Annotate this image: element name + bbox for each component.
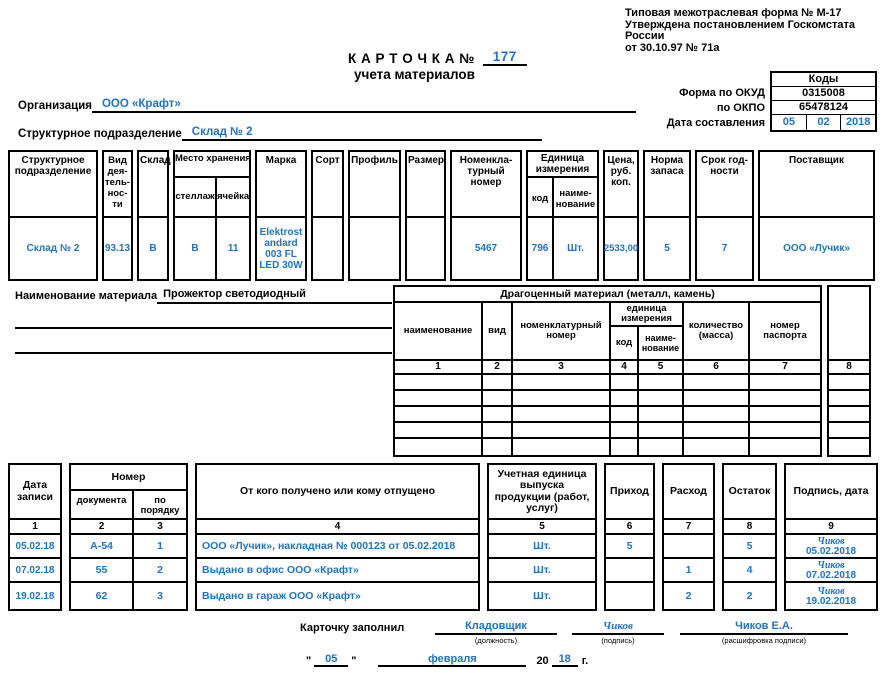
- column-number: 2: [483, 361, 513, 375]
- position-field[interactable]: Кладовщик: [435, 620, 557, 635]
- col-header: Марка: [257, 152, 305, 218]
- date-year-field[interactable]: 2018: [845, 116, 871, 128]
- organization-label: Организация: [18, 100, 92, 112]
- day-field[interactable]: 05: [314, 653, 348, 667]
- col-header: Место хранения: [175, 152, 249, 178]
- empty-cell: [483, 439, 513, 455]
- cell-date[interactable]: 07.02.18: [10, 559, 60, 583]
- cell-unit[interactable]: Шт.: [489, 535, 595, 559]
- cell-unit-code[interactable]: 796: [528, 218, 554, 279]
- cell-from[interactable]: Выдано в гараж ООО «Крафт»: [202, 590, 361, 602]
- year-prefix: 20: [536, 655, 549, 667]
- note-line: Утверждена постановлением Госкомстата: [625, 18, 856, 31]
- cell-balance[interactable]: 4: [724, 559, 775, 583]
- ledger-table: [8, 463, 878, 611]
- note-line: Типовая межотраслевая форма № М-17: [625, 7, 842, 19]
- material-name-field[interactable]: Прожектор светодиодный: [157, 288, 392, 304]
- cell-expense[interactable]: [664, 535, 713, 559]
- cell-brand[interactable]: Elektrostandard 003 FL LED 30W: [259, 226, 303, 271]
- okpo-value: 65478124: [772, 101, 875, 115]
- col-nomenclature: [450, 150, 522, 281]
- empty-cell: [639, 375, 684, 391]
- col-grade: [311, 150, 344, 281]
- signature-field[interactable]: Чиков: [572, 620, 664, 635]
- empty-cell: [829, 407, 869, 423]
- subdivision-field[interactable]: Склад № 2: [182, 126, 542, 141]
- col-header: Норма запаса: [645, 152, 689, 218]
- col-header-passport: номер паспорта: [750, 303, 820, 361]
- cell-ord-number[interactable]: 3: [157, 590, 163, 602]
- col-header-nomenclature: номенклатурный номер: [513, 303, 611, 361]
- signature-date: 19.02.2018: [805, 595, 857, 607]
- signature-name: Чиков: [817, 585, 845, 597]
- empty-cell: [750, 423, 820, 439]
- col-header: Номенкла- турный номер: [452, 152, 520, 218]
- col-header: Вид дея- тель- нос- ти: [104, 152, 131, 218]
- column-number: 8: [829, 361, 869, 375]
- column-number: 4: [611, 361, 639, 375]
- cell-size[interactable]: [407, 218, 444, 279]
- material-label: Наименование материала: [15, 290, 158, 302]
- material-blank-line[interactable]: [15, 304, 392, 329]
- cell-balance[interactable]: 2: [746, 590, 753, 602]
- cell-signature[interactable]: [786, 535, 876, 559]
- col-header-quantity: количество (масса): [684, 303, 750, 361]
- col-header: Подпись, дата: [786, 465, 876, 520]
- empty-cell: [639, 423, 684, 439]
- empty-cell: [639, 407, 684, 423]
- column-number: 3: [134, 520, 186, 535]
- column-number: 1: [10, 520, 60, 535]
- empty-cell: [611, 407, 639, 423]
- col-header: Цена, руб. коп.: [605, 152, 637, 218]
- col-unit: [526, 150, 599, 281]
- note-line: от 30.10.97 № 71а: [625, 41, 720, 54]
- cell-supplier[interactable]: ООО «Лучик»: [783, 243, 850, 254]
- cell-stock-norm[interactable]: 5: [664, 243, 670, 254]
- year-suffix: г.: [581, 655, 589, 667]
- empty-cell: [483, 423, 513, 439]
- cell-unit[interactable]: Шт.: [533, 590, 551, 602]
- date-month-field[interactable]: 02: [807, 115, 842, 130]
- col-header: Структурное подразделение: [10, 152, 96, 218]
- col-header: Склад: [139, 152, 167, 218]
- empty-cell: [750, 439, 820, 455]
- title-subtitle: учета материалов: [354, 67, 475, 82]
- col-subheader-code: код: [611, 327, 639, 361]
- col-expense: [662, 463, 715, 611]
- okud-label: Форма по ОКУД: [679, 87, 765, 99]
- empty-cell: [513, 407, 611, 423]
- col-header: Расход: [664, 465, 713, 520]
- empty-cell: [513, 375, 611, 391]
- col-subheader-rack: стеллаж: [175, 178, 217, 218]
- col-supplier: [758, 150, 875, 281]
- cell-expense[interactable]: 1: [664, 559, 713, 583]
- cell-balance[interactable]: 5: [724, 535, 775, 559]
- cell-rack[interactable]: В: [175, 218, 217, 279]
- column-number: 5: [489, 520, 595, 535]
- empty-cell: [639, 439, 684, 455]
- col-price: [603, 150, 639, 281]
- card-number-field[interactable]: 177: [483, 49, 527, 66]
- col-activity: [102, 150, 133, 281]
- cell-unit-name[interactable]: Шт.: [567, 243, 584, 254]
- col-storage: [173, 150, 251, 281]
- col-subdivision: [8, 150, 98, 281]
- signature-date: 05.02.2018: [805, 545, 857, 557]
- cell-activity[interactable]: 93.13: [104, 243, 131, 254]
- close-quote: ": [351, 655, 357, 667]
- cell-income[interactable]: [606, 559, 653, 583]
- cell-expense[interactable]: 2: [685, 590, 692, 602]
- material-block: [15, 288, 392, 354]
- empty-cell: [611, 375, 639, 391]
- okud-value: 0315008: [772, 87, 875, 101]
- name-field[interactable]: Чиков Е.А.: [680, 620, 848, 635]
- empty-cell: [750, 391, 820, 407]
- col-header: Срок год- ности: [697, 152, 752, 218]
- col-header: Сорт: [313, 152, 342, 218]
- position-caption: (должность): [474, 636, 518, 645]
- signature-name: Чиков: [817, 559, 845, 571]
- empty-cell: [483, 407, 513, 423]
- empty-cell: [750, 375, 820, 391]
- document-title: [348, 49, 527, 82]
- empty-cell: [395, 375, 483, 391]
- cell-grade[interactable]: [313, 218, 342, 279]
- col-header-kind: вид: [483, 303, 513, 361]
- cell-ord-number[interactable]: 1: [134, 535, 186, 559]
- col-subheader-name: наиме- нование: [639, 327, 684, 361]
- cell-price[interactable]: 2533,00: [603, 243, 639, 254]
- organization-line: [18, 98, 636, 113]
- fill-date-line: [306, 653, 588, 667]
- column-number: 8: [724, 520, 775, 535]
- signature-field-block: [572, 620, 664, 645]
- col-header: Учетная единица выпуска продукции (работ, услуг): [489, 465, 595, 520]
- empty-cell: [513, 391, 611, 407]
- empty-cell: [829, 375, 869, 391]
- empty-cell: [395, 423, 483, 439]
- empty-cell: [395, 407, 483, 423]
- column-number: 2: [71, 520, 134, 535]
- col-header: Номер: [71, 465, 186, 491]
- empty-cell: [829, 287, 869, 361]
- empty-cell: [513, 439, 611, 455]
- position-field-block: [435, 620, 557, 645]
- cell-from[interactable]: ООО «Лучик», накладная № 000123 от 05.02.2018: [197, 535, 478, 559]
- col-shelf-life: [695, 150, 754, 281]
- empty-cell: [395, 439, 483, 455]
- cell-income[interactable]: 5: [606, 535, 653, 559]
- year-field[interactable]: 18: [552, 653, 578, 667]
- cell-subdivision[interactable]: Склад № 2: [26, 243, 80, 254]
- col-header: Единица измерения: [528, 152, 597, 178]
- cell-shelf-life[interactable]: 7: [721, 243, 728, 254]
- codes-table: [770, 71, 877, 132]
- col-subheader-doc: документа: [71, 491, 134, 520]
- column-number: 7: [750, 361, 820, 375]
- empty-cell: [611, 439, 639, 455]
- col-header: Дата записи: [10, 465, 60, 520]
- col-warehouse: [137, 150, 169, 281]
- precious-table: [393, 285, 871, 457]
- col-header-name: наименование: [395, 303, 483, 361]
- precious-title: Драгоценный материал (металл, камень): [395, 287, 820, 303]
- material-blank-line[interactable]: [15, 329, 392, 354]
- column-number: 6: [606, 520, 653, 535]
- col-header: Поставщик: [760, 152, 873, 218]
- column-number: 3: [513, 361, 611, 375]
- empty-cell: [395, 391, 483, 407]
- col-header-unit: единица измерения: [611, 303, 684, 327]
- col-income: [604, 463, 655, 611]
- col-brand: [255, 150, 307, 281]
- empty-cell: [829, 423, 869, 439]
- okpo-label: по ОКПО: [716, 102, 765, 114]
- col-header: Профиль: [350, 152, 399, 218]
- codes-title: Коды: [772, 73, 875, 87]
- col-subheader-code: код: [528, 178, 554, 218]
- empty-cell: [829, 439, 869, 455]
- empty-cell: [750, 407, 820, 423]
- col-number: [69, 463, 188, 611]
- cell-signature[interactable]: [786, 583, 876, 609]
- date-label: Дата составления: [666, 117, 765, 129]
- name-caption: (расшифровка подписи): [721, 636, 807, 645]
- cell-doc-number[interactable]: 62: [71, 583, 134, 609]
- col-unit: [487, 463, 597, 611]
- cell-warehouse[interactable]: В: [149, 243, 157, 254]
- subdivision-line: [18, 126, 542, 141]
- col-profile: [348, 150, 401, 281]
- cell-ord-number[interactable]: 2: [134, 559, 186, 583]
- cell-cell[interactable]: 11: [227, 243, 239, 254]
- empty-cell: [684, 423, 750, 439]
- cell-income[interactable]: [606, 583, 653, 609]
- column-number: 7: [664, 520, 713, 535]
- col-subheader-name: наиме- нование: [554, 178, 597, 218]
- empty-cell: [483, 391, 513, 407]
- empty-cell: [684, 407, 750, 423]
- col-size: [405, 150, 446, 281]
- empty-cell: [611, 391, 639, 407]
- precious-main-grid: [393, 285, 822, 457]
- col-subheader-ord: по порядку: [134, 491, 186, 520]
- main-spec-table: [8, 150, 875, 281]
- form-type-note: [625, 8, 883, 54]
- column-number: 5: [639, 361, 684, 375]
- col-header: От кого получено или кому отпущено: [197, 465, 478, 520]
- signature-caption: (подпись): [601, 636, 635, 645]
- precious-col8: [827, 285, 871, 457]
- note-line: России: [625, 30, 665, 42]
- empty-cell: [611, 423, 639, 439]
- cell-doc-number[interactable]: А-54: [71, 535, 134, 559]
- empty-cell: [513, 423, 611, 439]
- col-header: Размер: [407, 152, 444, 218]
- cell-nomenclature[interactable]: 5467: [474, 243, 498, 254]
- filled-by-label: Карточку заполнил: [300, 622, 405, 634]
- column-number: 9: [786, 520, 876, 535]
- cell-profile[interactable]: [350, 218, 399, 279]
- cell-unit[interactable]: Шт.: [489, 559, 595, 583]
- signature-date: 07.02.2018: [805, 569, 857, 581]
- cell-from[interactable]: Выдано в офис ООО «Крафт»: [197, 559, 478, 583]
- title-text: К А Р Т О Ч К А №: [348, 51, 475, 66]
- empty-cell: [684, 391, 750, 407]
- col-signature: [784, 463, 878, 611]
- organization-field[interactable]: ООО «Крафт»: [92, 98, 636, 113]
- cell-signature[interactable]: [786, 559, 876, 583]
- empty-cell: [639, 391, 684, 407]
- col-from: [195, 463, 480, 611]
- column-number: 1: [395, 361, 483, 375]
- empty-cell: [684, 375, 750, 391]
- empty-cell: [829, 391, 869, 407]
- subdivision-label: Структурное подразделение: [18, 128, 182, 140]
- col-stock-norm: [643, 150, 691, 281]
- col-date: [8, 463, 62, 611]
- col-header: Приход: [606, 465, 653, 520]
- name-field-block: [680, 620, 848, 645]
- cell-doc-number[interactable]: 55: [71, 559, 134, 583]
- empty-cell: [483, 375, 513, 391]
- cell-date[interactable]: 05.02.18: [10, 535, 60, 559]
- date-day-field[interactable]: 05: [772, 115, 807, 130]
- col-balance: [722, 463, 777, 611]
- empty-cell: [684, 439, 750, 455]
- signature-name: Чиков: [817, 535, 845, 547]
- column-number: 4: [197, 520, 478, 535]
- col-header: Остаток: [724, 465, 775, 520]
- month-field[interactable]: февраля: [378, 653, 526, 667]
- col-subheader-cell: ячейка: [217, 178, 249, 218]
- column-number: 6: [684, 361, 750, 375]
- cell-date[interactable]: 19.02.18: [15, 590, 55, 602]
- open-quote: ": [306, 655, 312, 667]
